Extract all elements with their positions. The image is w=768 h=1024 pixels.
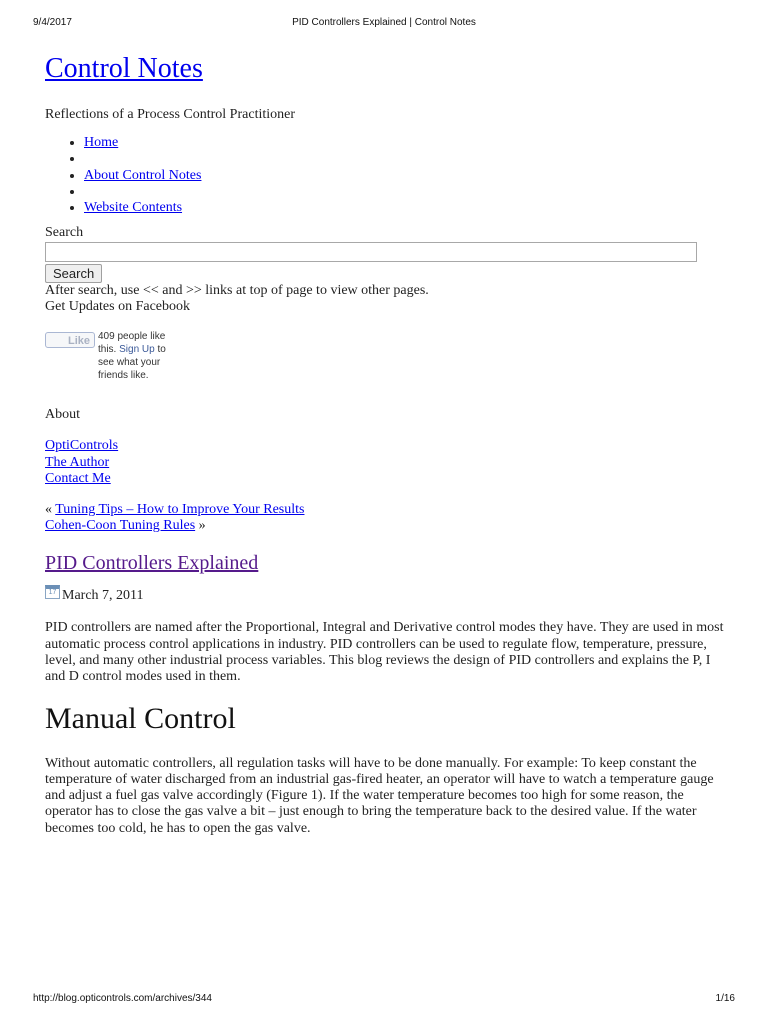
site-tagline: Reflections of a Process Control Practitioner [45, 107, 295, 122]
prev-post-link[interactable]: Tuning Tips – How to Improve Your Results [55, 502, 305, 518]
post-navigation [45, 502, 725, 534]
next-post-link[interactable]: Cohen-Coon Tuning Rules [45, 518, 196, 534]
next-post [45, 518, 725, 534]
print-footer [0, 993, 768, 1007]
section-paragraph: Without automatic controllers, all regulation tasks will have to be done manually. For example: To keep constant the temperature of water discharged from an industrial gas-fired heater, an operator will have to watch a temperature gauge and adjust a fuel gas valve accordingly (Figure 1). If the water temperature becomes too high for some reason, the operator has to close the gas valve a bit – just enough to bring the temperature back to the desired value. If the water becomes too cold, he has to open the gas valve. [45, 755, 714, 836]
print-url: http://blog.opticontrols.com/archives/344 [33, 993, 212, 1004]
about-heading: About [45, 407, 80, 423]
post-intro: PID controllers are named after the Proportional, Integral and Derivative control modes they have. They are used in most automatic process control applications in industry. PID controllers can be used to regulate flow, temperature, pressure, level, and many other industrial process variables. This blog reviews the design of PID controllers and explains the P, I and D control modes used in them. [45, 620, 724, 685]
facebook-like-box [45, 330, 725, 392]
site-title-link[interactable]: Control Notes [45, 53, 203, 84]
search-hint: After search, use << and >> links at top of page to view other pages. [45, 283, 429, 299]
post-date [45, 588, 725, 606]
nav-item-about [84, 168, 725, 184]
post-date-text: March 7, 2011 [62, 588, 144, 604]
post-title [45, 550, 725, 576]
prev-post [45, 502, 725, 518]
print-title: PID Controllers Explained | Control Notes [292, 17, 476, 28]
search-label: Search [45, 225, 84, 241]
print-date: 9/4/2017 [33, 17, 72, 28]
search-input[interactable] [45, 242, 697, 262]
nav-item-empty [84, 151, 725, 167]
print-page-number: 1/16 [715, 993, 735, 1004]
nav-item-empty [84, 184, 725, 200]
main-nav [45, 135, 725, 216]
post-title-link[interactable]: PID Controllers Explained [45, 552, 259, 575]
facebook-suffix: to see what your friends like. [98, 344, 166, 382]
nav-item-home [84, 135, 725, 151]
search-button[interactable]: Search [45, 264, 102, 283]
nav-link-contents[interactable]: Website Contents [84, 200, 183, 216]
site-title [45, 52, 725, 86]
facebook-heading: Get Updates on Facebook [45, 299, 191, 315]
facebook-like-text [98, 330, 178, 382]
about-link-contact[interactable]: Contact Me [45, 471, 111, 487]
calendar-icon: 17 [45, 585, 60, 599]
prev-marker: « [45, 502, 52, 518]
nav-link-home[interactable]: Home [84, 135, 119, 150]
section-heading: Manual Control [45, 701, 236, 735]
about-link-opticontrols[interactable]: OptiControls [45, 438, 119, 454]
about-links [45, 438, 725, 487]
nav-link-about[interactable]: About Control Notes [84, 167, 202, 183]
about-link-author[interactable]: The Author [45, 454, 110, 470]
facebook-count: 409 people like this. [98, 331, 166, 356]
facebook-signup-link[interactable]: Sign Up [119, 344, 155, 356]
facebook-like-button[interactable]: Like [45, 332, 95, 348]
print-header [0, 17, 768, 31]
nav-item-contents [84, 200, 725, 216]
page-content [45, 52, 725, 837]
next-marker: » [198, 518, 206, 534]
